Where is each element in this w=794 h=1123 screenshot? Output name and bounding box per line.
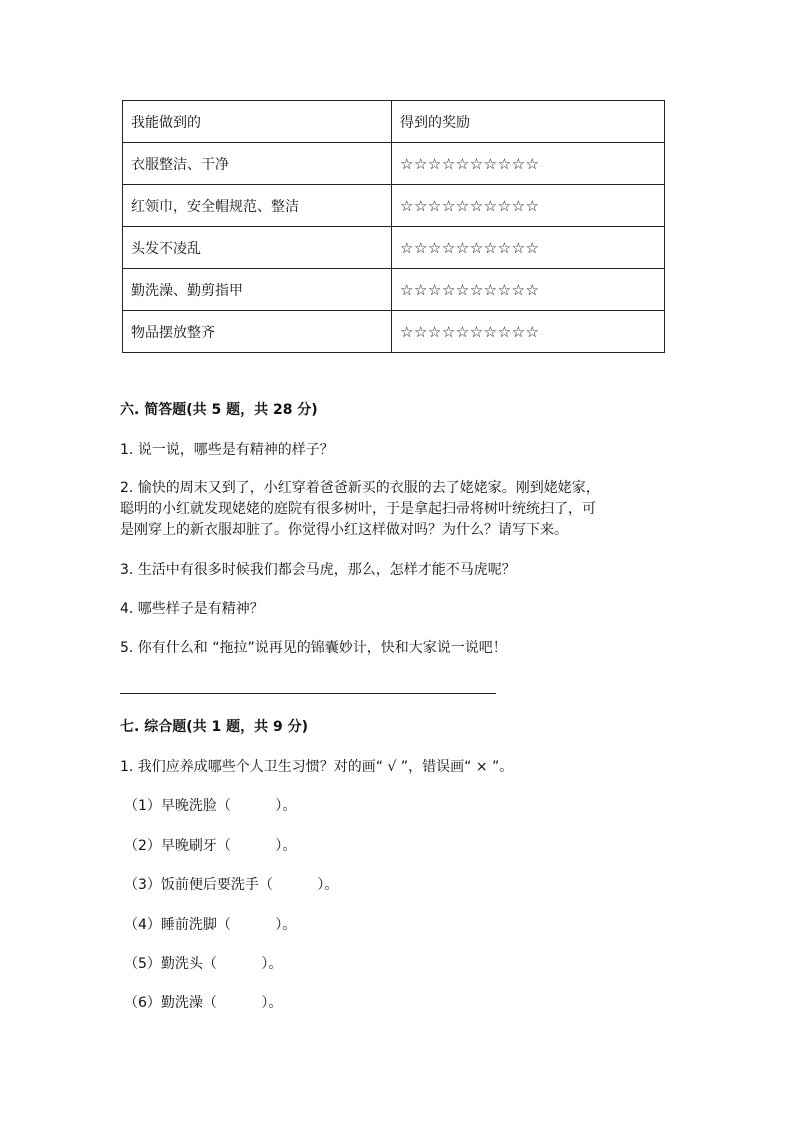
question-2-line: 是刚穿上的新衣服却脏了。你觉得小红这样做对吗？为什么？请写下来。 xyxy=(120,522,568,538)
section6-question-5: 5. 你有什么和 “拖拉”说再见的锦囊妙计，快和大家说一说吧！ xyxy=(120,640,507,656)
table-row xyxy=(123,269,665,311)
habit-item-bathe: （6）勤洗澡（ ）。 xyxy=(124,995,283,1011)
section6-title: 六. 简答题(共 5 题，共 28 分) xyxy=(120,402,318,418)
table-row xyxy=(123,143,665,185)
row-item: 勤洗澡、勤剪指甲 xyxy=(123,269,392,311)
row-reward-stars: ☆☆☆☆☆☆☆☆☆☆ xyxy=(392,185,665,227)
habit-item-brush-teeth: （2）早晚刷牙（ ）。 xyxy=(124,838,297,854)
row-reward-stars: ☆☆☆☆☆☆☆☆☆☆ xyxy=(392,269,665,311)
row-item: 红领巾，安全帽规范、整洁 xyxy=(123,185,392,227)
table-header-row xyxy=(123,101,665,143)
question-2-line: 聪明的小红就发现姥姥的庭院有很多树叶，于是拿起扫帚将树叶统统扫了，可 xyxy=(120,501,596,517)
habit-item-wash-hands: （3）饭前便后要洗手（ ）。 xyxy=(124,877,339,893)
row-reward-stars: ☆☆☆☆☆☆☆☆☆☆ xyxy=(392,311,665,353)
habit-item-wash-hair: （5）勤洗头（ ）。 xyxy=(124,956,283,972)
table-row xyxy=(123,227,665,269)
section6-question-4: 4. 哪些样子是有精神？ xyxy=(120,601,264,617)
row-item: 物品摆放整齐 xyxy=(123,311,392,353)
header-cell-reward: 得到的奖励 xyxy=(392,101,665,143)
section6-question-2 xyxy=(120,478,680,541)
section-divider xyxy=(120,693,496,694)
section6-question-3: 3. 生活中有很多时候我们都会马虎，那么，怎样才能不马虎呢？ xyxy=(120,562,516,578)
table-row xyxy=(123,185,665,227)
question-2-line: 2. 愉快的周末又到了，小红穿着爸爸新买的衣服的去了姥姥家。刚到姥姥家， xyxy=(120,480,600,496)
row-reward-stars: ☆☆☆☆☆☆☆☆☆☆ xyxy=(392,143,665,185)
habit-item-wash-feet: （4）睡前洗脚（ ）。 xyxy=(124,917,297,933)
row-item: 衣服整洁、干净 xyxy=(123,143,392,185)
row-item: 头发不凌乱 xyxy=(123,227,392,269)
row-reward-stars: ☆☆☆☆☆☆☆☆☆☆ xyxy=(392,227,665,269)
table-row xyxy=(123,311,665,353)
section7-title: 七. 综合题(共 1 题，共 9 分) xyxy=(120,719,308,735)
habit-item-wash-face: （1）早晚洗脸（ ）。 xyxy=(124,798,297,814)
header-cell-can-do: 我能做到的 xyxy=(123,101,392,143)
section6-question-1: 1. 说一说，哪些是有精神的样子？ xyxy=(120,442,334,458)
section7-question-1: 1. 我们应养成哪些个人卫生习惯？对的画“ √ ”，错误画“ × ”。 xyxy=(120,759,514,775)
reward-table xyxy=(122,100,665,353)
